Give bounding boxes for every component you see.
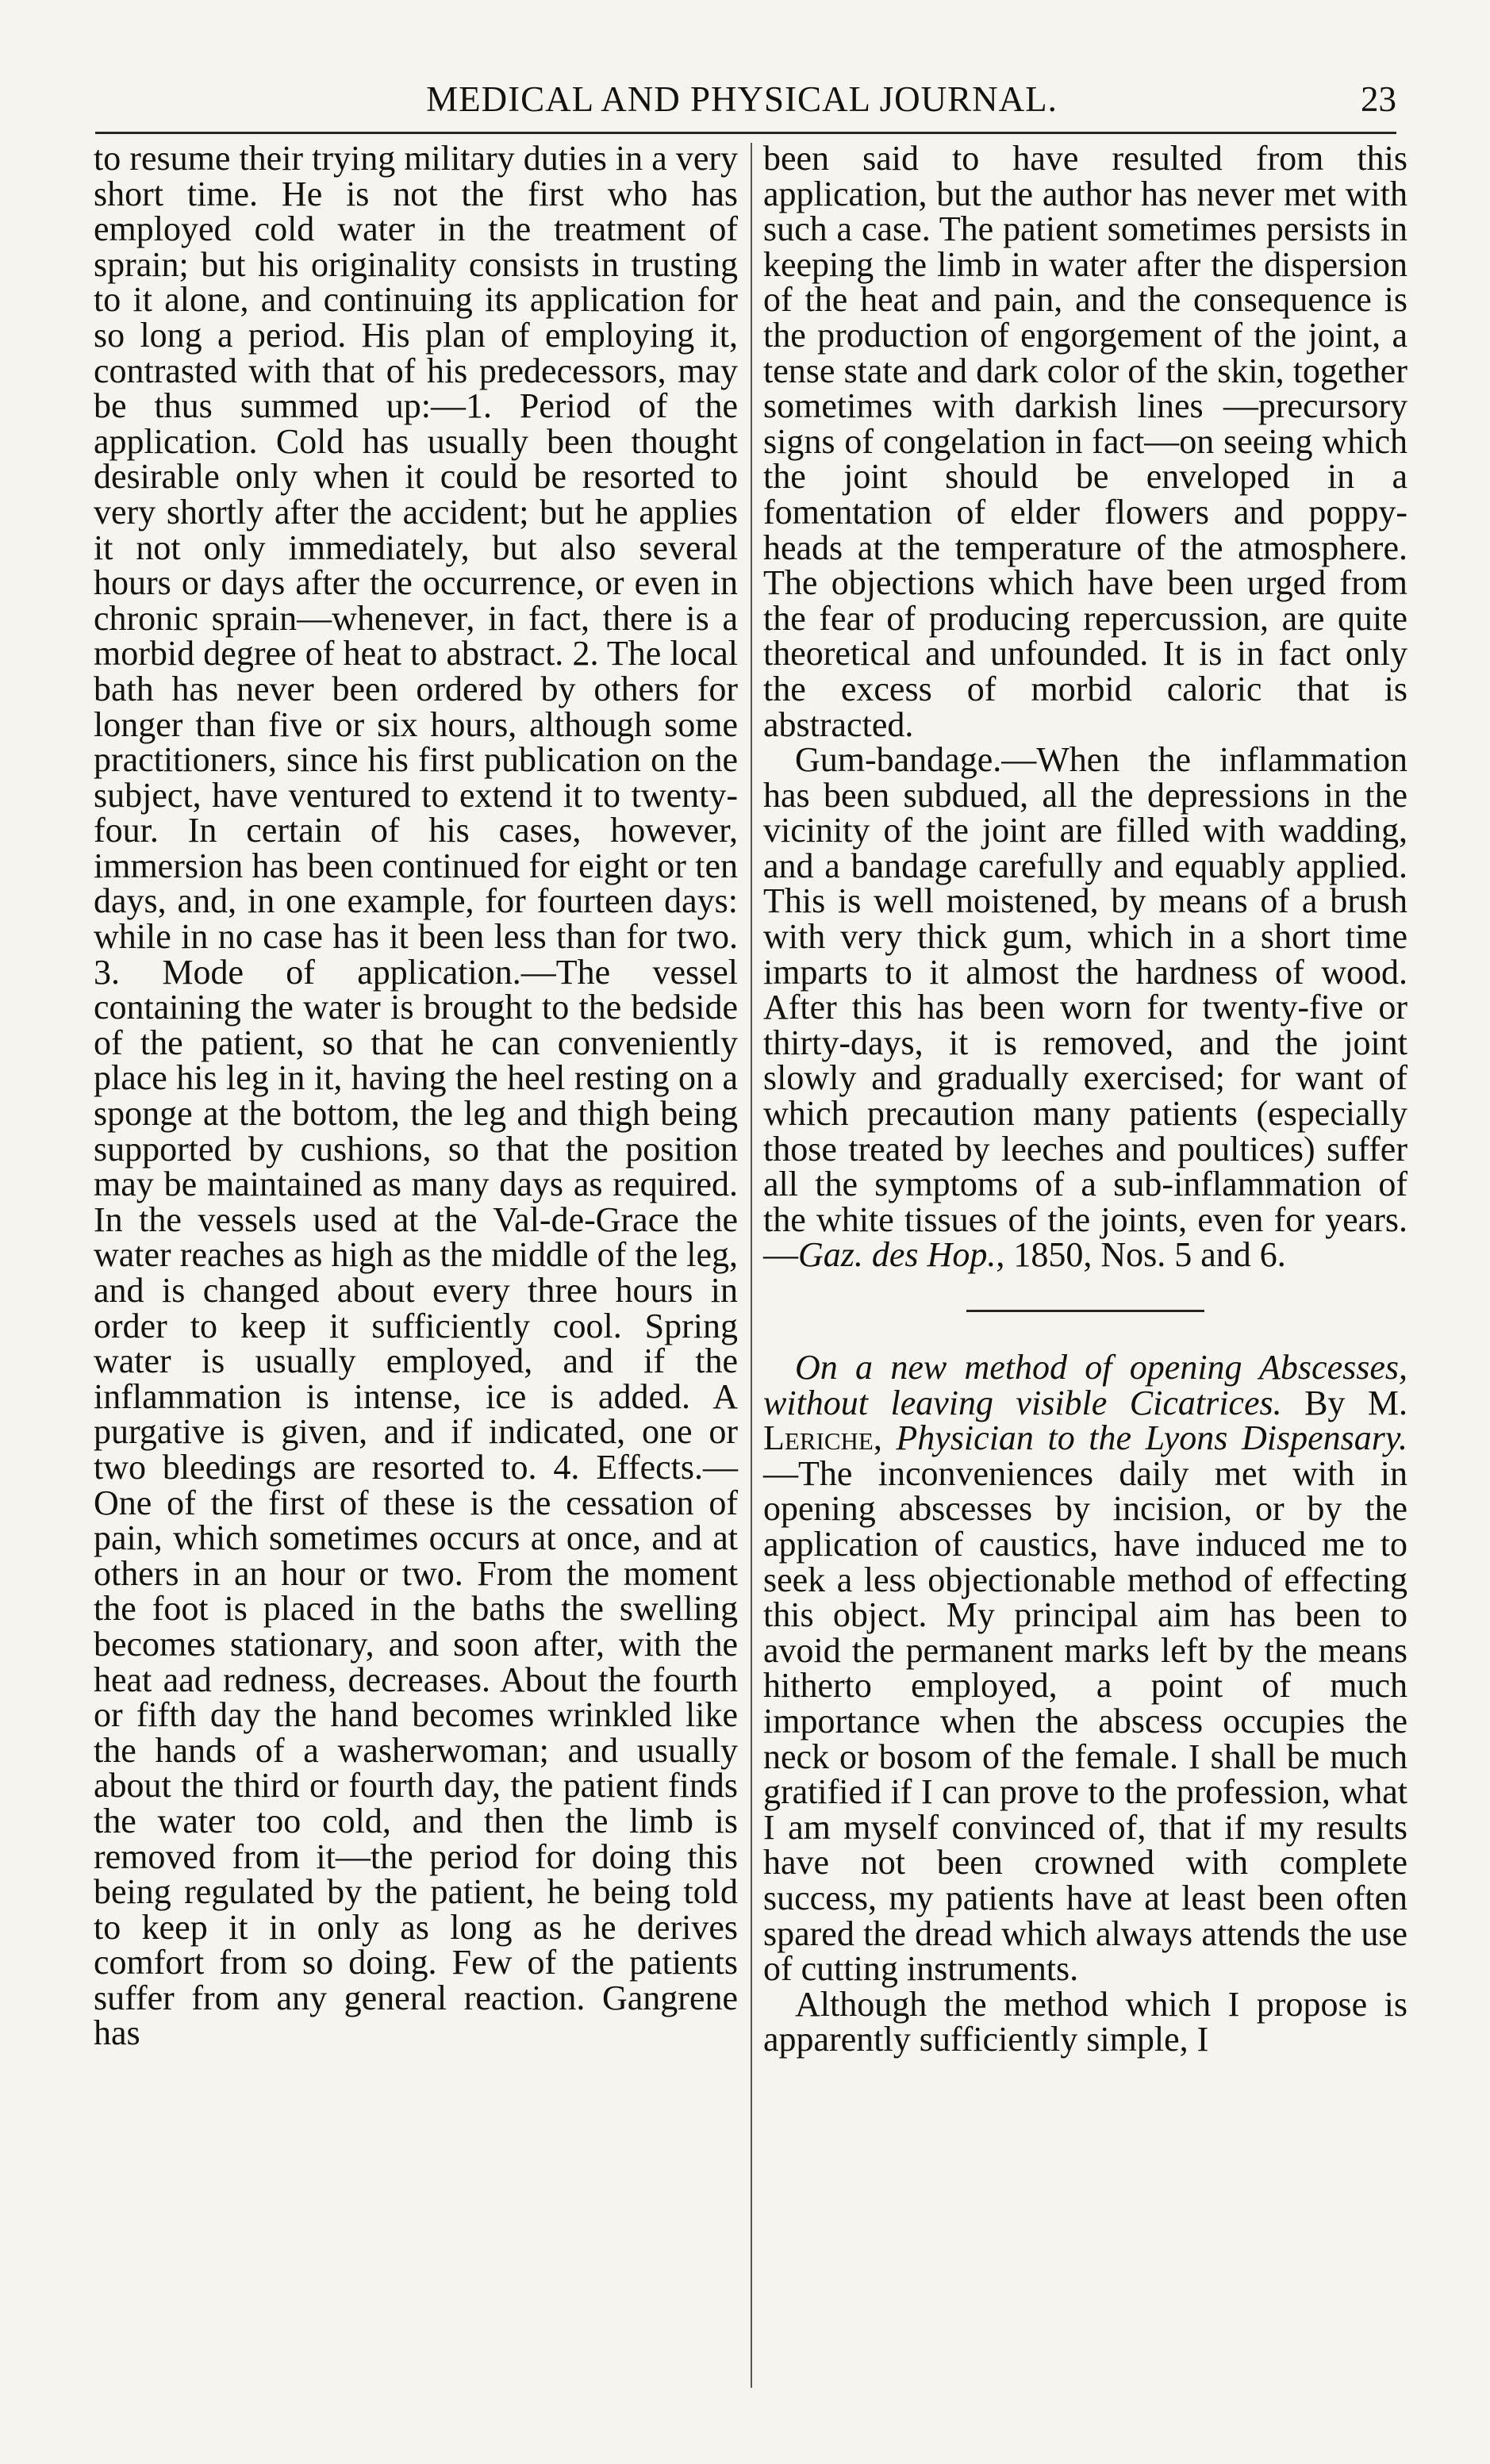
right-column — [763, 141, 1407, 2058]
left-column — [94, 141, 738, 2051]
journal-title: MEDICAL AND PHYSICAL JOURNAL. — [426, 79, 1058, 119]
gum-bandage-paragraph — [763, 740, 1407, 1275]
gum-bandage-text: Gum-bandage.—When the inflammation has been subdued, all the depressions in the vicinity of the joint are filled with wadding, and a bandage carefully and equably applied. This is well moistened, by means of a brush with very thick gum, which in a short time imparts to it almost the hardness of wood. After this has been worn for twenty-five or thirty-days, it is removed, and the joint slowly and gradually exercised; for want of which precaution many patients (especially those treated by leeches and poultices) suffer all the symptoms of a sub-inflammation of the white tissues of the joints, even for years.— — [763, 740, 1407, 1275]
header-rule — [95, 132, 1396, 134]
source-citation-tail: , 1850, Nos. 5 and 6. — [996, 1235, 1286, 1275]
section-separator — [966, 1310, 1204, 1312]
abscess-article-paragraph — [763, 1350, 1407, 1987]
article-by: By M. — [1281, 1383, 1407, 1422]
source-citation: Gaz. des Hop. — [798, 1235, 997, 1275]
left-paragraph: to resume their trying military duties in a very short time. He is not the first who has employed cold water in the treatment of sprain; but his originality consists in trusting to it alone, and continuing its application for so long a period. His plan of employing it, contrasted with that of his predecessors, may be thus summed up:—1. Period of the application. Cold has usually been thought desirable only when it could be resorted to very shortly after the accident; but he applies it not only immediately, but also several hours or days after the occurrence, or even in chronic sprain—whenever, in fact, there is a morbid degree of heat to abstract. 2. The local bath has never been ordered by others for longer than five or six hours, although some practitioners, since his first publication on the subject, have ventured to extend it to twenty-four. In certain of his cases, however, immersion has been continued for eight or ten days, and, in one example, for fourteen days: while in no case has it been less than for two. 3. Mode of application.—The vessel containing the water is brought to the bedside of the patient, so that he can conveniently place his leg in it, having the heel resting on a sponge at the bottom, the leg and thigh being supported by cushions, so that the position may be maintained as many days as required. In the vessels used at the Val-de-Grace the water reaches as high as the middle of the leg, and is changed about every three hours in order to keep it sufficiently cool. Spring water is usually employed, and if the inflammation is intense, ice is added. A purgative is given, and if indicated, one or two bleedings are resorted to. 4. Effects.—One of the first of these is the cessation of pain, which sometimes occurs at once, and at others in an hour or two. From the moment the foot is placed in the baths the swelling becomes stationary, and soon after, with the heat aad redness, decreases. About the fourth or fifth day the hand becomes wrinkled like the hands of a washerwoman; and usually about the third or fourth day, the patient finds the water too cold, and then the limb is removed from it—the period for doing this being regulated by the patient, he being told to keep it in only as long as he derives comfort from so doing. Few of the patients suffer from any general reaction. Gangrene has — [94, 139, 738, 2053]
column-divider — [751, 143, 752, 2388]
article-body: —The inconveniences daily met with in opening abscesses by incision, or by the application of caustics, have induced me to seek a less objectionable method of effecting this object. My principal aim has been to avoid the permanent marks left by the means hitherto employed, a point of much importance when the abscess occupies the neck or bosom of the female. I shall be much gratified if I can prove to the profession, what I am myself convinced of, that if my results have not been crowned with complete success, my patients have at least been often spared the dread which always attends the use of cutting instruments. — [763, 1453, 1407, 1989]
article-affiliation: Physician to the Lyons Dispensary. — [896, 1418, 1407, 1458]
article-comma: , — [873, 1418, 897, 1458]
running-header — [87, 75, 1396, 123]
right-paragraph-sprain-continued: been said to have resulted from this application, but the author has never met with such a case. The patient sometimes persists in keeping the limb in water after the dispersion of the heat and pain, and the consequence is the production of engorgement of the joint, a tense state and dark color of the skin, together sometimes with darkish lines —precursory signs of congelation in fact—on seeing which the joint should be enveloped in a fomentation of elder flowers and poppy-heads at the temperature of the atmosphere. The objections which have been urged from the fear of producing repercussion, are quite theoretical and unfounded. It is in fact only the excess of morbid caloric that is abstracted. — [763, 139, 1407, 744]
abscess-method-paragraph: Although the method which I propose is apparently sufficiently simple, I — [763, 1984, 1407, 2059]
article-author: Leriche — [763, 1418, 874, 1458]
page-number: 23 — [1361, 79, 1396, 119]
article-title: On a new method of opening Abscesses, without leaving visible Cicatrices. — [763, 1348, 1407, 1422]
